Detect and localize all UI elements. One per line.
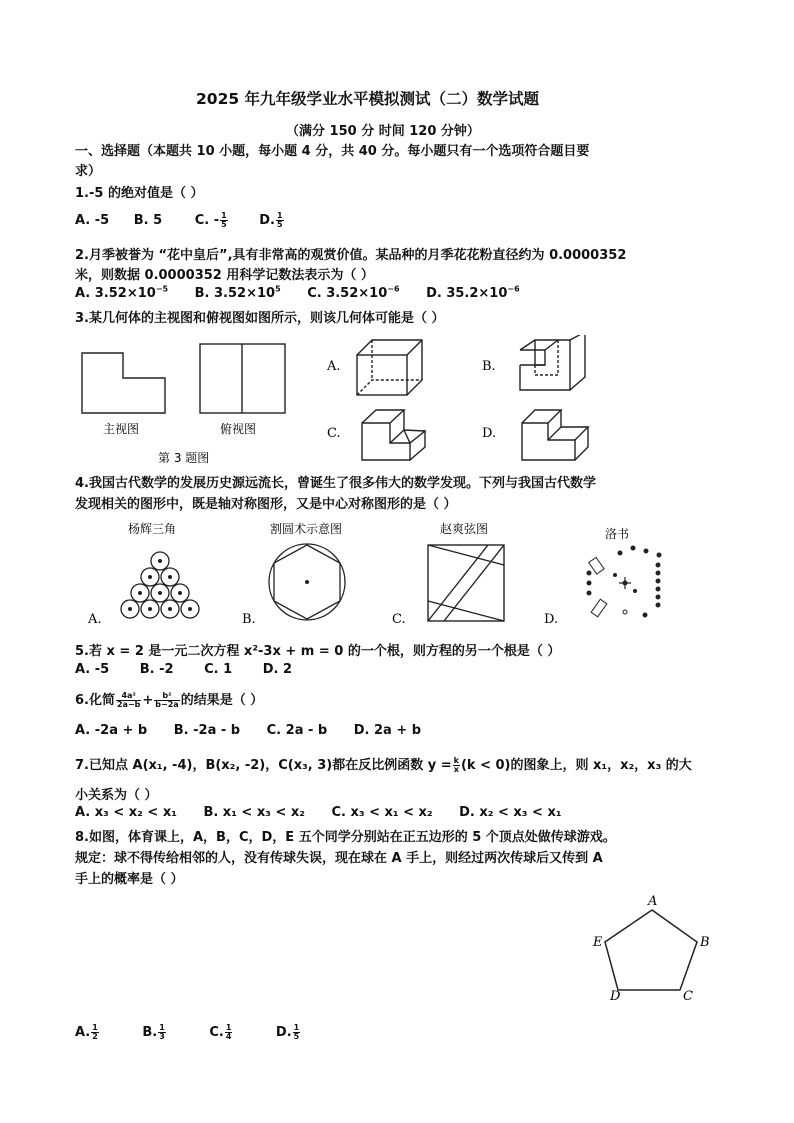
q1-option-c: C. - $\frac{1}{5}$ — [194, 211, 227, 229]
q8-stem-2: 规定：球不得传给相邻的人，没有传球失误，现在球在 A 手上，则经过两次传球后又传到 A — [75, 851, 603, 866]
q4-label-c: C. — [392, 612, 406, 627]
page-subtitle: （满分 150 分 时间 120 分钟） — [286, 124, 480, 139]
q4-fig-d-title: 洛书 — [605, 527, 630, 541]
q7-option-b: B. x₁ < x₃ < x₂ — [203, 805, 305, 820]
q7-stem-1: 7.已知点 A(x₁, -4)，B(x₂, -2)，C(x₃, 3)都在反比例函数 y = $\frac{k}{x}$ (k < 0)的图象上，则 x₁，x₂，x₃ 的大 — [75, 756, 692, 774]
q1-option-d: D. $\frac{1}{5}$ — [259, 211, 283, 229]
q7-options — [75, 805, 562, 820]
q2-option-a: A. $3.52\times 10^{-5}$ — [75, 285, 169, 302]
q7-stem-2: 小关系为（ ） — [75, 788, 158, 803]
vertex-d-label: D — [610, 989, 621, 1004]
q4-stem-1: 4.我国古代数学的发展历史源远流长，曾诞生了很多伟大的数学发现。下列与我国古代数学 — [75, 476, 596, 491]
main-view-shape — [82, 353, 165, 413]
luoshu-figure — [587, 546, 661, 617]
q2-option-c: C. $3.52\times 10^{-6}$ — [307, 285, 400, 302]
q3-label-a: A. — [327, 359, 341, 374]
q5-option-c: C. 1 — [204, 662, 233, 677]
q6-options — [75, 723, 421, 738]
q3-label-b: B. — [482, 359, 496, 374]
q7-fraction: $\frac{k}{x}$ — [453, 756, 459, 774]
section-heading: 一、选择题（本题共 10 小题，每小题 4 分，共 40 分。每小题只有一个选项符合题目要 — [75, 144, 590, 159]
q6-option-b: B. -2a - b — [173, 723, 241, 738]
q8-option-d: D. $\frac{1}{5}$ — [275, 1023, 300, 1041]
q3-caption: 第 3 题图 — [158, 451, 210, 465]
q4-figure — [70, 515, 690, 633]
page-title: 2025 年九年级学业水平模拟测试（二）数学试题 — [196, 90, 540, 108]
q4-label-d: D. — [544, 612, 559, 627]
q2-option-b: B. $3.52\times 10^5$ — [194, 285, 281, 302]
q6-option-d: D. 2a + b — [353, 723, 422, 738]
q3-option-d-solid — [522, 410, 588, 460]
q3-option-a-solid — [357, 340, 422, 395]
section-heading-cont: 求） — [75, 164, 102, 179]
q5-option-a: A. -5 — [75, 662, 110, 677]
q2-options — [75, 285, 520, 301]
vertex-e-label: E — [593, 935, 603, 950]
q8-stem-1: 8.如图，体育课上，A，B，C，D，E 五个同学分别站在正五边形的 5 个顶点处做传球游戏。 — [75, 830, 616, 845]
q5-option-b: B. -2 — [139, 662, 174, 677]
q3-label-d: D. — [482, 426, 497, 441]
pentagon-figure — [585, 890, 720, 1005]
q6-fraction-2: $\frac{\text{b²}}{b-2a}$ — [155, 691, 179, 709]
vertex-c-label: C — [683, 989, 693, 1004]
vertex-a-label: A — [648, 894, 658, 909]
vertex-b-label: B — [700, 935, 710, 950]
zhaoshuang-figure — [428, 545, 504, 621]
q2-option-d: D. $35.2\times 10^{-6}$ — [426, 285, 520, 302]
q1-option-a: A. -5 — [75, 213, 110, 228]
q4-stem-2: 发现相关的图形中，既是轴对称图形，又是中心对称图形的是（ ） — [75, 497, 457, 512]
q1-option-b: B. 5 — [133, 213, 163, 228]
q4-label-b: B. — [242, 612, 256, 627]
q3-option-c-solid — [362, 410, 425, 460]
q3-figure — [70, 335, 730, 475]
q2-stem-2: 米，则数据 0.0000352 用科学记数法表示为（ ） — [75, 268, 374, 283]
q7-option-c: C. x₃ < x₁ < x₂ — [331, 805, 433, 820]
q8-options — [75, 1024, 301, 1041]
q4-fig-c-title: 赵爽弦图 — [440, 522, 489, 536]
q8-option-a: A. $\frac{1}{2}$ — [75, 1023, 98, 1041]
q6-stem: 6.化简 $\frac{\text{4a²}}{2a-b}$ + $\frac{\text{b²}}{b-2a}$ 的结果是（ ） — [75, 691, 264, 709]
q8-option-c: C. $\frac{1}{4}$ — [209, 1023, 232, 1041]
q7-option-d: D. x₂ < x₃ < x₁ — [459, 805, 562, 820]
q5-stem: 5.若 x = 2 是一元二次方程 x²-3x + m = 0 的一个根，则方程的另一个根是（ ） — [75, 644, 561, 659]
q6-option-c: C. 2a - b — [266, 723, 328, 738]
q1-stem: 1.-5 的绝对值是（ ） — [75, 186, 204, 201]
q3-option-b-solid — [520, 335, 585, 390]
q6-fraction-1: $\frac{\text{4a²}}{2a-b}$ — [116, 691, 141, 709]
top-view-label: 俯视图 — [220, 422, 257, 436]
pentagon-shape — [605, 910, 697, 990]
q4-fig-b-title: 割圆术示意图 — [270, 522, 343, 536]
q3-label-c: C. — [327, 426, 341, 441]
q8-stem-3: 手上的概率是（ ） — [75, 872, 184, 887]
q5-options — [75, 662, 292, 677]
q4-label-a: A. — [88, 612, 102, 627]
q7-option-a: A. x₃ < x₂ < x₁ — [75, 805, 177, 820]
q1-options — [75, 212, 285, 229]
q6-option-a: A. -2a + b — [75, 723, 148, 738]
q8-option-b: B. $\frac{1}{3}$ — [142, 1023, 165, 1041]
q4-fig-a-title: 杨辉三角 — [128, 522, 177, 536]
q5-option-d: D. 2 — [262, 662, 293, 677]
q3-stem: 3.某几何体的主视图和俯视图如图所示，则该几何体可能是（ ） — [75, 311, 445, 326]
main-view-label: 主视图 — [103, 422, 140, 436]
q2-stem-1: 2.月季被誉为 “花中皇后”,具有非常高的观赏价值。某品种的月季花花粉直径约为 0.0000352 — [75, 248, 627, 263]
